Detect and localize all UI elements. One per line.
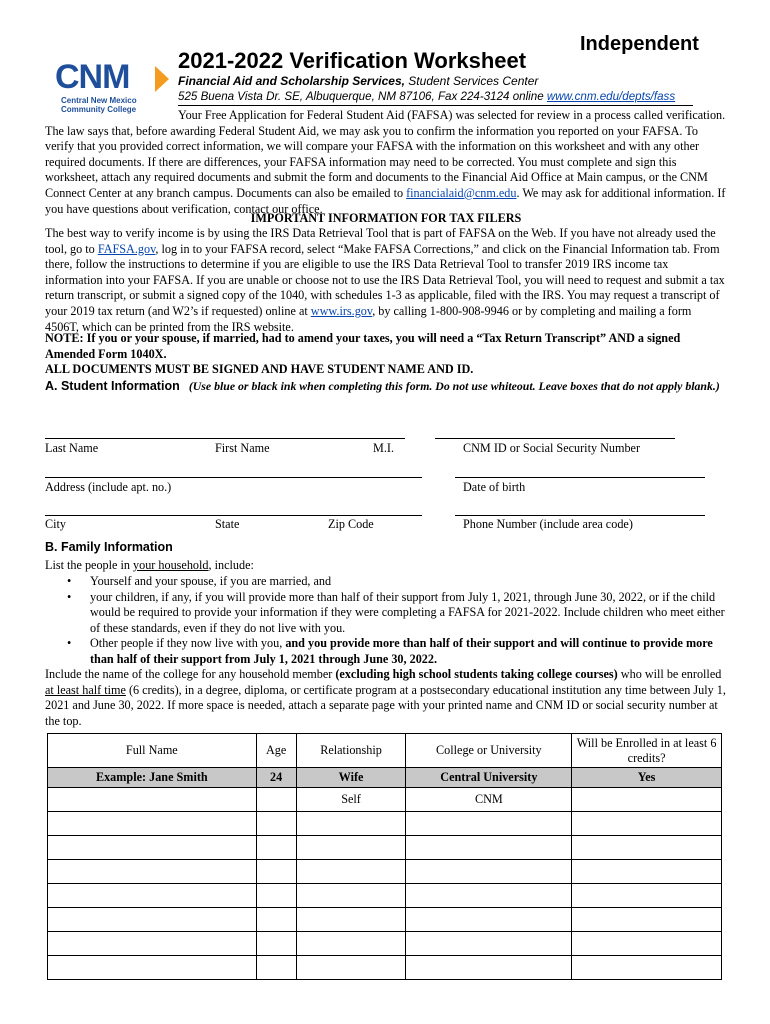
amend-note: NOTE: If you or your spouse, if married, had to amend your taxes, you will need a “Tax Return Transcript” AND a signed Amended Form 1040X. [45,331,681,361]
irs-link[interactable]: www.irs.gov [310,303,373,318]
section-a-header [45,379,727,395]
cell-enrolled[interactable] [572,908,722,932]
cell-full-name[interactable] [48,812,257,836]
table-row [48,788,722,812]
cell-full-name[interactable] [48,884,257,908]
cell-age[interactable] [256,836,296,860]
college-paragraph: Include the name of the college for any household member (excluding high school students taking college courses) who will be enrolled at least half time (6 credits), in a degree, diploma, or certificate program at a postsecondary educational institution any time between July 1, 2021 and June 30, 2022. If more space is needed, attach a separate page with your printed name and CNM ID or social security number at the top. [45,667,726,728]
table-row [48,884,722,908]
section-b-title: B. Family Information [45,540,173,554]
household-criteria-list [45,574,727,668]
fafsa-link[interactable]: FAFSA.gov [97,241,156,256]
tax-heading: IMPORTANT INFORMATION FOR TAX FILERS [250,211,522,225]
header-relationship: Relationship [296,734,406,768]
cell-full-name[interactable] [48,860,257,884]
cell-age[interactable] [256,788,296,812]
status-badge: Independent [580,33,699,55]
cell-college[interactable] [406,836,572,860]
header-full-name: Full Name [48,734,257,768]
cell-enrolled[interactable] [572,932,722,956]
cell-college[interactable] [406,884,572,908]
table-row [48,956,722,980]
cell-relationship[interactable] [296,908,406,932]
table-row [48,932,722,956]
cell-college[interactable] [406,908,572,932]
header-enrolled: Will be Enrolled in at least 6 credits? [572,734,722,768]
cell-enrolled[interactable] [572,884,722,908]
cell-age[interactable] [256,884,296,908]
logo-letters: CNM [55,58,130,96]
example-age: 24 [256,768,296,788]
cell-relationship[interactable] [296,932,406,956]
cnm-id-label: CNM ID or Social Security Number [463,441,641,455]
cell-enrolled[interactable] [572,836,722,860]
zip-label: Zip Code [328,517,374,531]
office-line: Financial Aid and Scholarship Services, Student Services Center [178,74,539,88]
mi-label: M.I. [373,441,394,455]
cell-age[interactable] [256,860,296,884]
cell-age[interactable] [256,908,296,932]
dob-label: Date of birth [463,480,526,494]
cell-enrolled[interactable] [572,860,722,884]
example-row [48,768,722,788]
cell-college[interactable]: CNM [406,788,572,812]
example-college: Central University [406,768,572,788]
cell-age[interactable] [256,956,296,980]
cell-enrolled[interactable] [572,788,722,812]
dob-line-field[interactable] [455,477,705,478]
last-name-label: Last Name [45,441,99,455]
cell-relationship[interactable] [296,956,406,980]
page-title: 2021-2022 Verification Worksheet [178,48,527,73]
example-name: Example: Jane Smith [48,768,257,788]
cell-age[interactable] [256,812,296,836]
household-table [47,733,722,980]
cell-college[interactable] [406,812,572,836]
cnm-id-line[interactable] [435,438,675,439]
example-relationship: Wife [296,768,406,788]
logo-arrow-icon [155,66,169,92]
cell-enrolled[interactable] [572,812,722,836]
last-first-mi-line[interactable] [45,438,405,439]
all-documents-note: ALL DOCUMENTS MUST BE SIGNED AND HAVE STUDENT NAME AND ID. [45,362,474,376]
header-divider [178,105,693,106]
address-label: Address (include apt. no.) [45,480,172,494]
cell-relationship[interactable] [296,836,406,860]
tax-paragraph: The best way to verify income is by using the IRS Data Retrieval Tool that is part of FAFSA on the Web. If you have not already used the tool, go to FAFSA.gov, log in to your FAFSA record, select “Make FAFSA Corrections,” and click on the Financial Information tab. From there, follow the instructions to determine if you are eligible to use the IRS Data Retrieval Tool to transfer 2019 IRS income tax information into your FAFSA. If you are unable or choose not to use the IRS Data Retrieval Tool, you will need to request and submit a tax return transcript, or submit a signed copy of the 1040, with schedules 1-3 as applicable, filed with the IRS. You may request a transcript of your 2019 tax return (and W2’s if requested) online at www.irs.gov, by calling 1-800-908-9946 or by completing and mailing a form 4506T, which can be printed from the IRS website. [45,226,725,334]
cell-full-name[interactable] [48,932,257,956]
header-age: Age [256,734,296,768]
cell-full-name[interactable] [48,836,257,860]
phone-line-field[interactable] [455,515,705,516]
cell-relationship[interactable] [296,860,406,884]
cell-college[interactable] [406,860,572,884]
cell-relationship[interactable]: Self [296,788,406,812]
cell-college[interactable] [406,956,572,980]
table-row [48,860,722,884]
cell-relationship[interactable] [296,812,406,836]
cell-age[interactable] [256,932,296,956]
list-item: • Other people if they now live with you, and you provide more than half of their support and will continue to provide more than half of their support from July 1, 2021 through June 30, 2022. [45,636,727,667]
address-line: 525 Buena Vista Dr. SE, Albuquerque, NM 87106, Fax 224-3124 online www.cnm.edu/depts/fass [178,90,676,103]
cell-enrolled[interactable] [572,956,722,980]
cell-full-name[interactable] [48,908,257,932]
first-name-label: First Name [215,441,270,455]
cell-college[interactable] [406,932,572,956]
email-link[interactable]: financialaid@cnm.edu [406,185,517,200]
state-label: State [215,517,240,531]
city-label: City [45,517,66,531]
address-line-field[interactable] [45,477,422,478]
section-a-title: A. Student Information [45,379,180,393]
table-row [48,812,722,836]
logo-subtitle: Central New Mexico Community College [61,96,137,114]
phone-label: Phone Number (include area code) [463,517,633,531]
household-intro: List the people in your household, include: [45,558,254,572]
list-item: • Yourself and your spouse, if you are married, and [45,574,727,590]
city-state-zip-line[interactable] [45,515,422,516]
section-a-instruction: (Use blue or black ink when completing this form. Do not use whiteout. Leave boxes that do not apply blank.) [188,379,720,393]
table-header-row [48,734,722,768]
example-enrolled: Yes [572,768,722,788]
section-b-header [45,540,727,556]
intro-paragraph: Your Free Application for Federal Student Aid (FAFSA) was selected for review in a process called verification. The law says that, before awarding Federal Student Aid, we may ask you to confirm the information you reported on your FAFSA. To verify that you provided correct information, we will compare your FAFSA with the information on this worksheet and with any other required documents. If there are differences, your FAFSA information may need to be corrected. You must complete and sign this worksheet, attach any required documents and submit the form and documents to the Financial Aid Office at Main campus, or the CNM Connect Center at any branch campus. Documents can also be emailed to financialaid@cnm.edu. We may ask for additional information. If you have questions about verification, contact our office. [45,108,726,216]
cell-full-name[interactable] [48,956,257,980]
table-row [48,908,722,932]
website-link[interactable]: www.cnm.edu/depts/fass [546,90,676,103]
header-college: College or University [406,734,572,768]
list-item: • your children, if any, if you will provide more than half of their support from July 1, 2021, through June 30, 2022, or if the child would be required to provide your information if they were completing a FAFSA for 2021-2022. Include children who meet either of these standards, even if they do not live with you. [45,590,727,637]
cell-relationship[interactable] [296,884,406,908]
cell-full-name[interactable] [48,788,257,812]
table-row [48,836,722,860]
